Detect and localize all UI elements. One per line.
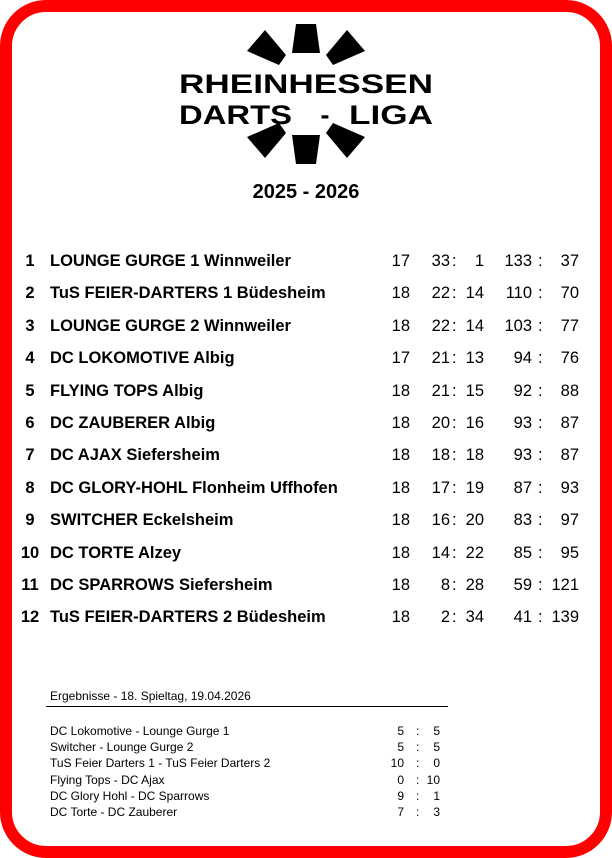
standings-row: [0, 544, 612, 568]
standings-row: [0, 608, 612, 632]
games-played: 18: [391, 381, 410, 400]
team-name: DC ZAUBERER Albig: [50, 414, 216, 432]
legs-separator: :: [538, 316, 543, 335]
score-separator: :: [416, 805, 420, 819]
legs-separator: :: [538, 252, 543, 270]
rank: 1: [25, 252, 35, 270]
season-title: 2025 - 2026: [252, 181, 360, 203]
points-for: 21: [431, 381, 450, 400]
games-played: 18: [391, 414, 410, 432]
standings-row: [0, 349, 612, 373]
legs-separator: :: [538, 608, 543, 627]
points-separator: :: [452, 252, 457, 270]
rank: 11: [21, 576, 39, 594]
games-played: 18: [391, 316, 410, 335]
games-played: 18: [391, 576, 410, 594]
points-separator: :: [452, 284, 457, 303]
points-separator: :: [452, 576, 457, 594]
rank: 6: [25, 414, 35, 432]
legs-for: 41: [513, 608, 532, 627]
legs-for: 93: [513, 446, 532, 465]
games-played: 18: [391, 284, 410, 303]
legs-for: 133: [504, 252, 532, 270]
results-divider: [46, 706, 448, 707]
standings-row: [0, 511, 612, 535]
legs-against: 37: [560, 252, 579, 270]
match-teams: Switcher - Lounge Gurge 2: [50, 740, 194, 755]
standings-row: [0, 576, 612, 600]
rank: 2: [25, 284, 35, 303]
rank: 9: [25, 511, 35, 530]
points-separator: :: [452, 608, 457, 627]
home-score: 5: [397, 724, 404, 738]
rank: 5: [25, 381, 35, 400]
logo-line1: RHEINHESSEN: [179, 69, 433, 99]
points-against: 20: [465, 511, 484, 530]
legs-against: 87: [560, 446, 579, 465]
legs-for: 59: [513, 576, 532, 594]
logo-line2-right: LIGA: [349, 100, 433, 130]
games-played: 17: [391, 349, 410, 368]
points-for: 14: [431, 543, 450, 562]
team-name: LOUNGE GURGE 2 Winnweiler: [50, 316, 291, 335]
match-teams: DC Glory Hohl - DC Sparrows: [50, 788, 210, 803]
legs-against: 121: [551, 576, 579, 594]
legs-against: 70: [560, 284, 579, 303]
legs-for: 83: [513, 511, 532, 530]
score-separator: :: [416, 772, 420, 787]
legs-against: 97: [560, 511, 579, 530]
team-name: LOUNGE GURGE 1 Winnweiler: [50, 252, 291, 270]
points-separator: :: [452, 478, 457, 497]
legs-for: 93: [513, 414, 532, 432]
points-against: 1: [474, 252, 484, 270]
rank: 10: [20, 543, 40, 562]
legs-against: 95: [560, 543, 579, 562]
games-played: 18: [391, 543, 410, 562]
legs-against: 77: [560, 316, 579, 335]
legs-for: 85: [513, 543, 532, 562]
points-against: 28: [465, 576, 484, 594]
games-played: 18: [391, 478, 410, 497]
points-against: 34: [465, 608, 484, 627]
standings-row: [0, 252, 612, 276]
games-played: 18: [391, 446, 410, 465]
legs-separator: :: [538, 576, 543, 594]
team-name: TuS FEIER-DARTERS 2 Büdesheim: [50, 608, 326, 627]
standings-row: [0, 414, 612, 438]
legs-against: 76: [560, 349, 579, 368]
team-name: DC SPARROWS Siefersheim: [50, 576, 273, 594]
legs-against: 88: [560, 381, 579, 400]
legs-separator: :: [538, 543, 543, 562]
legs-separator: :: [538, 511, 543, 530]
team-name: DC GLORY-HOHL Flonheim Uffhofen: [50, 478, 338, 497]
points-separator: :: [452, 446, 457, 465]
points-against: 19: [465, 478, 484, 497]
match-teams: DC Lokomotive - Lounge Gurge 1: [50, 724, 230, 738]
legs-against: 93: [560, 478, 579, 497]
away-score: 5: [433, 724, 440, 738]
team-name: DC LOKOMOTIVE Albig: [50, 349, 235, 368]
points-for: 16: [431, 511, 450, 530]
dartboard-logo-icon: [175, 18, 437, 170]
games-played: 17: [391, 252, 410, 270]
standings-row: [0, 382, 612, 406]
rank: 12: [20, 608, 40, 627]
result-row: [0, 805, 612, 821]
points-for: 20: [431, 414, 450, 432]
home-score: 5: [397, 740, 404, 755]
score-separator: :: [416, 756, 420, 771]
home-score: 7: [397, 805, 404, 819]
points-against: 18: [465, 446, 484, 465]
points-for: 18: [431, 446, 450, 465]
points-against: 16: [465, 414, 484, 432]
rank: 7: [25, 446, 35, 465]
points-against: 14: [465, 316, 484, 335]
result-row: [0, 789, 612, 805]
standings-row: [0, 284, 612, 308]
legs-separator: :: [538, 414, 543, 432]
score-separator: :: [416, 740, 420, 755]
away-score: 5: [433, 740, 440, 755]
legs-against: 139: [551, 608, 579, 627]
games-played: 18: [391, 608, 410, 627]
legs-separator: :: [538, 446, 543, 465]
result-row: [0, 724, 612, 740]
team-name: DC AJAX Siefersheim: [50, 446, 220, 465]
legs-for: 110: [505, 284, 532, 303]
points-against: 15: [465, 381, 484, 400]
legs-for: 87: [513, 478, 532, 497]
points-separator: :: [452, 381, 457, 400]
points-separator: :: [452, 349, 457, 368]
points-against: 13: [465, 349, 484, 368]
points-separator: :: [452, 511, 457, 530]
points-separator: :: [452, 543, 457, 562]
standings-row: [0, 317, 612, 341]
legs-for: 92: [513, 381, 532, 400]
legs-separator: :: [538, 381, 543, 400]
team-name: TuS FEIER-DARTERS 1 Büdesheim: [50, 284, 326, 303]
rank: 8: [25, 478, 35, 497]
legs-separator: :: [538, 478, 543, 497]
legs-against: 87: [560, 414, 579, 432]
match-teams: TuS Feier Darters 1 - TuS Feier Darters 2: [50, 756, 271, 771]
legs-separator: :: [538, 349, 543, 368]
team-name: DC TORTE Alzey: [50, 543, 182, 562]
results-title: Ergebnisse - 18. Spieltag, 19.04.2026: [50, 689, 251, 703]
result-row: [0, 740, 612, 756]
result-row: [0, 773, 612, 789]
points-against: 14: [465, 284, 484, 303]
legs-separator: :: [538, 284, 543, 303]
points-for: 2: [440, 608, 450, 627]
team-name: FLYING TOPS Albig: [50, 381, 204, 400]
team-name: SWITCHER Eckelsheim: [50, 511, 234, 530]
away-score: 3: [433, 805, 440, 819]
points-for: 21: [431, 349, 450, 368]
result-row: [0, 756, 612, 772]
score-separator: :: [416, 788, 420, 803]
points-against: 22: [465, 543, 484, 562]
points-for: 17: [431, 478, 450, 497]
legs-for: 103: [504, 316, 532, 335]
rank: 3: [25, 316, 35, 335]
away-score: 0: [433, 756, 440, 771]
away-score: 10: [426, 772, 440, 787]
games-played: 18: [391, 511, 410, 530]
match-teams: DC Torte - DC Zauberer: [50, 805, 178, 819]
score-separator: :: [416, 724, 420, 738]
logo-line2-left: DARTS: [179, 100, 292, 130]
points-for: 8: [440, 576, 450, 594]
home-score: 9: [397, 788, 404, 803]
standings-row: [0, 446, 612, 470]
points-for: 22: [431, 316, 450, 335]
match-teams: Flying Tops - DC Ajax: [50, 772, 165, 787]
points-separator: :: [452, 414, 457, 432]
standings-row: [0, 479, 612, 503]
away-score: 1: [433, 788, 440, 803]
home-score: 10: [390, 756, 404, 771]
points-separator: :: [452, 316, 457, 335]
points-for: 22: [431, 284, 450, 303]
rank: 4: [25, 349, 35, 368]
legs-for: 94: [513, 349, 532, 368]
home-score: 0: [397, 772, 404, 787]
points-for: 33: [431, 252, 450, 270]
logo-line2-dash: -: [320, 100, 330, 130]
